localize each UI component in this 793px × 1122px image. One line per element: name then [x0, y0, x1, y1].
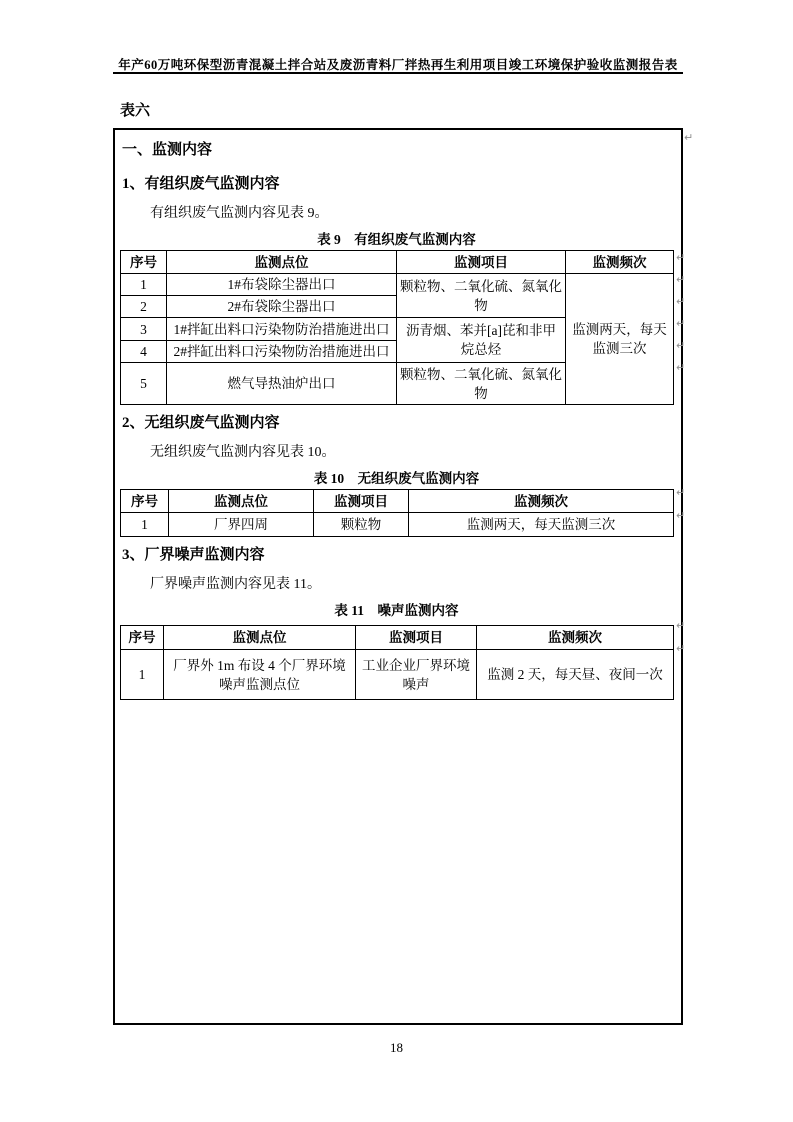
- content-box: [113, 128, 686, 1025]
- paragraph-mark: ↵: [676, 509, 686, 522]
- paragraph-mark: ↵: [676, 251, 686, 264]
- cell-point: 2#布袋除尘器出口: [167, 296, 397, 318]
- cell-seq: 2: [121, 296, 167, 318]
- cell-point: 燃气导热油炉出口: [167, 363, 397, 405]
- table-11-caption: 表 11 噪声监测内容: [334, 603, 459, 618]
- table-row: [121, 274, 674, 296]
- cell-frequency: 监测两天，每天监测三次: [409, 513, 674, 537]
- cell-items-group-1: 颗粒物、二氧化硫、氮氧化物: [397, 274, 566, 318]
- column-header-point: 监测点位: [167, 251, 397, 274]
- cell-frequency: 监测两天，每天监测三次: [566, 274, 674, 405]
- cell-seq: 1: [121, 513, 169, 537]
- table-row: [121, 650, 674, 700]
- cell-seq: 5: [121, 363, 167, 405]
- column-header-seq: 序号: [121, 626, 164, 650]
- table-9-caption: 表 9 有组织废气监测内容: [317, 232, 476, 247]
- table-9-organized-waste-gas: [120, 250, 674, 405]
- column-header-frequency: 监测频次: [409, 490, 674, 513]
- cell-point: 2#拌缸出料口污染物防治措施进出口: [167, 341, 397, 363]
- cell-point: 1#布袋除尘器出口: [167, 274, 397, 296]
- paragraph-mark: ↵: [676, 295, 686, 308]
- table-10-fugitive-waste-gas: [120, 489, 674, 537]
- section-2-heading: 2、无组织废气监测内容: [122, 415, 280, 431]
- table-row: [121, 251, 674, 274]
- header-divider: [113, 72, 683, 74]
- cell-frequency: 监测 2 天，每天昼、夜间一次: [477, 650, 674, 700]
- cell-item: 工业企业厂界环境噪声: [356, 650, 477, 700]
- section-2-paragraph: 无组织废气监测内容见表 10。: [150, 445, 336, 460]
- cell-seq: 1: [121, 650, 164, 700]
- section-1-paragraph: 有组织废气监测内容见表 9。: [150, 206, 329, 221]
- page-number: 18: [390, 1040, 403, 1055]
- cell-item: 颗粒物: [314, 513, 409, 537]
- table-row: [121, 626, 674, 650]
- table-row: [121, 513, 674, 537]
- main-section-title: 一、监测内容: [122, 142, 213, 158]
- column-header-item: 监测项目: [356, 626, 477, 650]
- cell-point: 厂界四周: [169, 513, 314, 537]
- sheet-label: 表六: [120, 103, 151, 119]
- cell-point: 厂界外 1m 布设 4 个厂界环境噪声监测点位: [164, 650, 356, 700]
- column-header-item: 监测项目: [314, 490, 409, 513]
- paragraph-mark: ↵: [676, 361, 686, 374]
- table-row: [121, 490, 674, 513]
- section-3-paragraph: 厂界噪声监测内容见表 11。: [150, 577, 321, 592]
- cell-items-group-3: 颗粒物、二氧化硫、氮氧化物: [397, 363, 566, 405]
- cell-items-group-2: 沥青烟、苯并[a]芘和非甲烷总烃: [397, 318, 566, 363]
- paragraph-mark: ↵: [684, 131, 694, 144]
- cell-seq: 1: [121, 274, 167, 296]
- document-header-title: 年产60万吨环保型沥青混凝土拌合站及废沥青料厂拌热再生利用项目竣工环境保护验收监测报告表: [118, 58, 678, 72]
- cell-seq: 4: [121, 341, 167, 363]
- table-11-noise: [120, 625, 674, 700]
- section-3-heading: 3、厂界噪声监测内容: [122, 547, 265, 563]
- section-1-heading: 1、有组织废气监测内容: [122, 176, 280, 192]
- paragraph-mark: ↵: [676, 619, 686, 632]
- column-header-seq: 序号: [121, 251, 167, 274]
- paragraph-mark: ↵: [676, 339, 686, 352]
- column-header-frequency: 监测频次: [566, 251, 674, 274]
- cell-seq: 3: [121, 318, 167, 341]
- column-header-seq: 序号: [121, 490, 169, 513]
- paragraph-mark: ↵: [676, 642, 686, 655]
- column-header-item: 监测项目: [397, 251, 566, 274]
- column-header-frequency: 监测频次: [477, 626, 674, 650]
- paragraph-mark: ↵: [676, 273, 686, 286]
- paragraph-mark: ↵: [676, 486, 686, 499]
- paragraph-mark: ↵: [676, 317, 686, 330]
- column-header-point: 监测点位: [164, 626, 356, 650]
- column-header-point: 监测点位: [169, 490, 314, 513]
- table-10-caption: 表 10 无组织废气监测内容: [313, 471, 480, 486]
- cell-point: 1#拌缸出料口污染物防治措施进出口: [167, 318, 397, 341]
